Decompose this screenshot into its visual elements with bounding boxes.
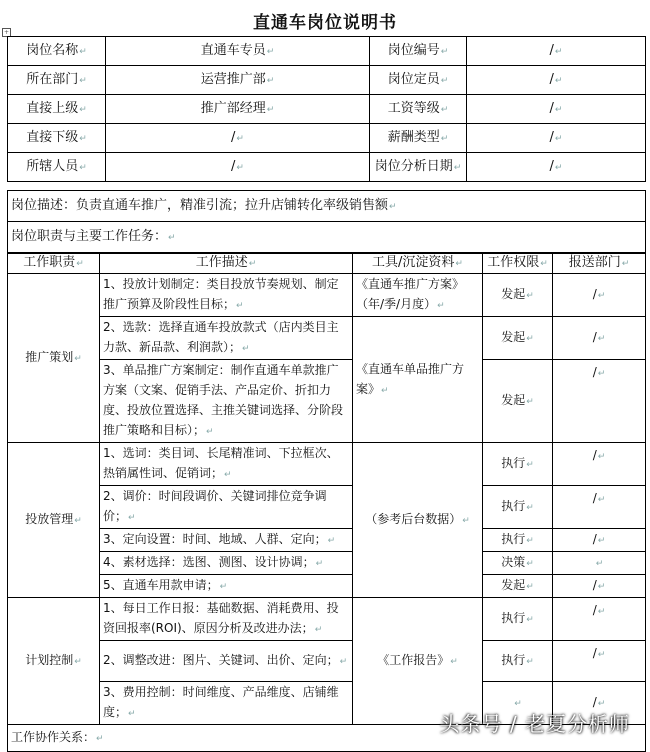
task-department: / ↵ — [553, 486, 646, 529]
task-department: / ↵ — [553, 682, 646, 725]
task-authority: 执行 ↵ — [483, 486, 553, 529]
label-salary-grade: 工资等级 ↵ — [370, 95, 467, 124]
tool-doc: 《工作报告》 ↵ — [353, 598, 483, 725]
task-authority: 发起 ↵ — [483, 274, 553, 317]
info-row — [8, 153, 646, 182]
tool-doc: 《直通车单品推广方案》 ↵ — [353, 317, 483, 443]
table-row — [8, 552, 646, 575]
task-description: 1、选词：类目词、长尾精准词、下拉框次、热销属性词、促销词； ↵ — [100, 443, 353, 486]
task-authority: 执行 ↵ — [483, 443, 553, 486]
table-row — [8, 598, 646, 641]
table-row — [8, 529, 646, 552]
table-row — [8, 443, 646, 486]
table-row — [8, 641, 646, 682]
value-analysis-date: / ↵ — [467, 153, 646, 182]
info-row — [8, 37, 646, 66]
task-description: 4、素材选择：选图、测图、设计协调； ↵ — [100, 552, 353, 575]
duties-title: 岗位职责与主要工作任务： ↵ — [8, 222, 646, 253]
header-tools: 工具/沉淀资料 ↵ — [353, 254, 483, 274]
table-row — [8, 274, 646, 317]
info-row — [8, 95, 646, 124]
value-pay-type: / ↵ — [467, 124, 646, 153]
value-position-name: 直通车专员 ↵ — [106, 37, 370, 66]
task-department: / ↵ — [553, 317, 646, 360]
label-department: 所在部门 ↵ — [8, 66, 106, 95]
label-staff: 所辖人员 ↵ — [8, 153, 106, 182]
task-description: 1、每日工作日报：基础数据、消耗费用、投资回报率(ROI)、原因分析及改进办法； ↵ — [100, 598, 353, 641]
task-department: / ↵ — [553, 529, 646, 552]
value-subordinate: / ↵ — [106, 124, 370, 153]
task-authority: 发起 ↵ — [483, 317, 553, 360]
value-position-number: / ↵ — [467, 37, 646, 66]
task-description: 2、调整改进：图片、关键词、出价、定向； ↵ — [100, 641, 353, 682]
value-staff: / ↵ — [106, 153, 370, 182]
document-title: 直通车岗位说明书 — [253, 13, 397, 33]
value-department: 运营推广部 ↵ — [106, 66, 370, 95]
task-department: / ↵ — [553, 274, 646, 317]
tool-doc: （参考后台数据） ↵ — [353, 443, 483, 598]
task-department: / ↵ — [553, 575, 646, 598]
label-analysis-date: 岗位分析日期 ↵ — [370, 153, 467, 182]
table-row — [8, 575, 646, 598]
info-row — [8, 124, 646, 153]
cooperation-relations: 工作协作关系： ↵ — [8, 725, 646, 752]
watermark: 头条号 / 老夏分析师 — [439, 712, 630, 736]
task-authority: 执行 ↵ — [483, 529, 553, 552]
header-description: 工作描述 ↵ — [100, 254, 353, 274]
task-department: / ↵ — [553, 598, 646, 641]
value-supervisor: 推广部经理 ↵ — [106, 95, 370, 124]
description-table — [7, 190, 646, 253]
task-department: / ↵ — [553, 443, 646, 486]
duty-promotion-planning: 推广策划 ↵ — [8, 274, 100, 443]
task-description: 5、直通车用款申请； ↵ — [100, 575, 353, 598]
task-department — [553, 552, 646, 575]
job-description: 岗位描述：负责直通车推广，精准引流；拉升店铺转化率级销售额 ↵ — [8, 191, 646, 222]
task-authority: 发起 ↵ — [483, 575, 553, 598]
value-headcount: / ↵ — [467, 66, 646, 95]
header-authority: 工作权限 ↵ — [483, 254, 553, 274]
info-row — [8, 66, 646, 95]
table-anchor-icon: + — [3, 29, 10, 36]
duties-header-row — [8, 254, 646, 274]
header-department: 报送部门 ↵ — [553, 254, 646, 274]
task-description: 2、选款：选择直通车投放款式（店内类目主力款、新品款、利润款）； ↵ — [100, 317, 353, 360]
label-pay-type: 薪酬类型 ↵ — [370, 124, 467, 153]
value-salary-grade: / ↵ — [467, 95, 646, 124]
task-authority: 执行 ↵ — [483, 598, 553, 641]
task-authority: 决策 ↵ — [483, 552, 553, 575]
task-description: 1、投放计划制定：类目投放节奏规划、制定推广预算及阶段性目标； ↵ — [100, 274, 353, 317]
task-description: 3、费用控制：时间维度、产品维度、店铺维度； ↵ — [100, 682, 353, 725]
task-description: 2、调价：时间段调价、关键词排位竞争调价； ↵ — [100, 486, 353, 529]
job-info-table — [7, 36, 646, 182]
task-description: 3、定向设置：时间、地域、人群、定向； ↵ — [100, 529, 353, 552]
task-department: / ↵ — [553, 641, 646, 682]
task-description: 3、单品推广方案制定：制作直通车单款推广方案（文案、促销手法、产品定价、折扣力度、投放位置选择、主推关键词选择、分阶段推广策略和目标）； ↵ — [100, 360, 353, 443]
duties-table — [7, 253, 646, 752]
table-row — [8, 317, 646, 360]
label-position-name: 岗位名称 ↵ — [8, 37, 106, 66]
duty-plan-control: 计划控制 ↵ — [8, 598, 100, 725]
task-department: / ↵ — [553, 360, 646, 443]
label-subordinate: 直接下级 ↵ — [8, 124, 106, 153]
task-authority: 执行 ↵ — [483, 641, 553, 682]
label-headcount: 岗位定员 ↵ — [370, 66, 467, 95]
duty-placement-management: 投放管理 ↵ — [8, 443, 100, 598]
table-row — [8, 486, 646, 529]
task-authority: 发起 ↵ — [483, 360, 553, 443]
table-row — [8, 360, 646, 443]
label-supervisor: 直接上级 ↵ — [8, 95, 106, 124]
label-position-number: 岗位编号 ↵ — [370, 37, 467, 66]
tool-doc: 《直通车推广方案》（年/季/月度） ↵ — [353, 274, 483, 317]
header-duty: 工作职责 ↵ — [8, 254, 100, 274]
